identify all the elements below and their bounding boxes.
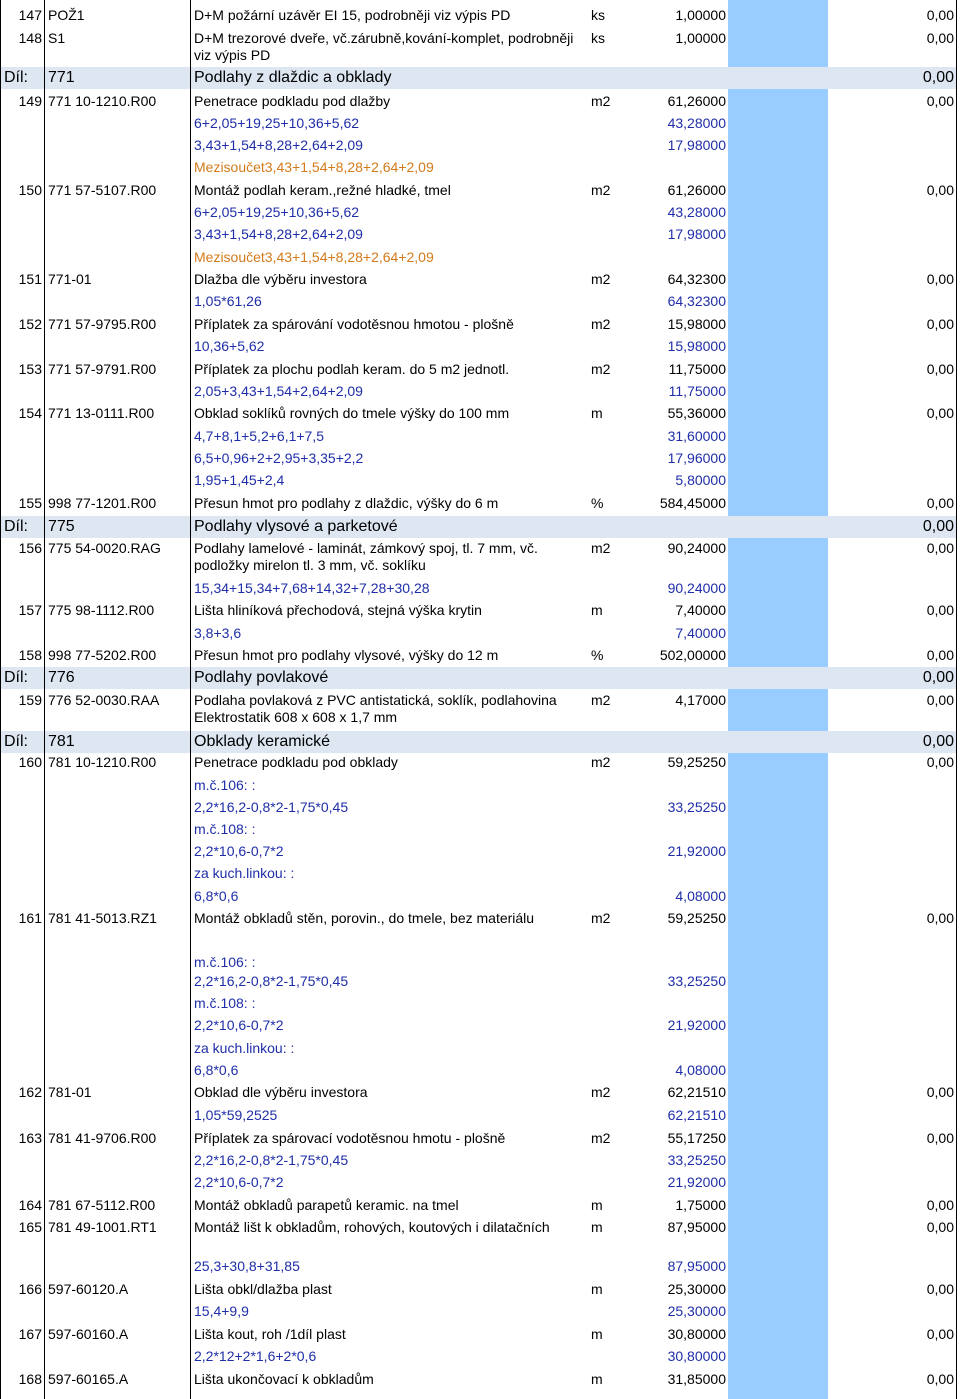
measurement-formula: 15,4+9,9 xyxy=(194,1303,249,1319)
item-description: Lišta kout, roh /1díl plast xyxy=(194,1326,346,1342)
item-code: 771 57-9795.R00 xyxy=(48,316,157,332)
section-title: Obklady keramické xyxy=(194,733,331,750)
section-title: Podlahy z dlaždic a obklady xyxy=(194,69,392,86)
measurement-quantity: 25,30000 xyxy=(667,1303,726,1319)
item-total: 0,00 xyxy=(926,361,954,377)
item-total: 0,00 xyxy=(926,540,954,556)
item-total: 0,00 xyxy=(926,7,954,23)
measurement-quantity: 21,92000 xyxy=(667,1174,726,1190)
item-code: 597-60165.A xyxy=(48,1371,129,1387)
item-code: 597-60160.A xyxy=(48,1326,129,1342)
item-code: 771 57-5107.R00 xyxy=(48,182,157,198)
measurement-formula: za kuch.linkou: : xyxy=(194,1040,295,1056)
section-total: 0,00 xyxy=(922,69,954,86)
item-unit: m xyxy=(591,1197,603,1213)
item-unit: % xyxy=(591,495,604,511)
item-quantity: 61,26000 xyxy=(667,182,726,198)
measurement-formula: m.č.108: : xyxy=(194,821,256,837)
section-code: 771 xyxy=(48,69,75,86)
item-quantity: 4,17000 xyxy=(675,692,726,708)
item-quantity: 55,36000 xyxy=(667,405,726,421)
measurement-quantity: 17,98000 xyxy=(667,226,726,242)
item-number: 153 xyxy=(18,361,42,377)
measurement-quantity: 43,28000 xyxy=(667,115,726,131)
grid-vertical-line xyxy=(0,0,1,1399)
section-total: 0,00 xyxy=(922,733,954,750)
item-description: Obklad dle výběru investora xyxy=(194,1084,368,1100)
item-number: 166 xyxy=(18,1281,42,1297)
measurement-formula: 3,8+3,6 xyxy=(194,625,242,641)
measurement-formula: 2,2*10,6-0,7*2 xyxy=(194,1174,284,1190)
measurement-quantity: 33,25250 xyxy=(667,973,726,989)
measurement-formula: 2,2*16,2-0,8*2-1,75*0,45 xyxy=(194,973,349,989)
item-code: 781 49-1001.RT1 xyxy=(48,1219,157,1235)
section-title: Podlahy vlysové a parketové xyxy=(194,518,398,535)
measurement-formula: za kuch.linkou: : xyxy=(194,865,295,881)
item-number: 164 xyxy=(18,1197,42,1213)
item-number: 168 xyxy=(18,1371,42,1387)
section-label: Díl: xyxy=(4,69,28,86)
measurement-quantity: 17,96000 xyxy=(667,450,726,466)
item-code: 771 13-0111.R00 xyxy=(48,405,155,421)
item-description: Lišta ukončovací k obkladům xyxy=(194,1371,374,1387)
item-quantity: 64,32300 xyxy=(667,271,726,287)
measurement-formula: 2,2*12+2*1,6+2*0,6 xyxy=(194,1348,317,1364)
item-description: Dlažba dle výběru investora xyxy=(194,271,367,287)
item-unit: m xyxy=(591,1326,603,1342)
measurement-formula: m.č.106: : xyxy=(194,777,256,793)
item-code: 771 10-1210.R00 xyxy=(48,93,157,109)
measurement-formula: 4,7+8,1+5,2+6,1+7,5 xyxy=(194,428,325,444)
item-unit: m2 xyxy=(591,692,611,708)
item-total: 0,00 xyxy=(926,754,954,770)
item-number: 149 xyxy=(18,93,42,109)
measurement-formula: 1,95+1,45+2,4 xyxy=(194,472,285,488)
item-unit: m2 xyxy=(591,1084,611,1100)
item-unit: m xyxy=(591,602,603,618)
section-label: Díl: xyxy=(4,518,28,535)
item-quantity: 1,75000 xyxy=(675,1197,726,1213)
item-total: 0,00 xyxy=(926,93,954,109)
measurement-formula: 3,43+1,54+8,28+2,64+2,09 xyxy=(194,226,363,242)
item-unit: m2 xyxy=(591,1130,611,1146)
item-unit: m2 xyxy=(591,754,611,770)
item-quantity: 15,98000 xyxy=(667,316,726,332)
item-total: 0,00 xyxy=(926,1219,954,1235)
section-label: Díl: xyxy=(4,669,28,686)
item-quantity: 1,00000 xyxy=(675,7,726,23)
section-total: 0,00 xyxy=(922,518,954,535)
section-title: Podlahy povlakové xyxy=(194,669,329,686)
item-number: 156 xyxy=(18,540,42,556)
item-unit: m2 xyxy=(591,910,611,926)
measurement-formula: 1,05*59,2525 xyxy=(194,1107,278,1123)
item-quantity: 90,24000 xyxy=(667,540,726,556)
grid-vertical-line xyxy=(956,0,957,1399)
item-description: Podlaha povlaková z PVC antistatická, soklík, podlahovina Elektrostatik 608 x 608 x 1,7 mm xyxy=(194,692,557,725)
item-number: 148 xyxy=(18,30,42,46)
measurement-formula: 1,05*61,26 xyxy=(194,293,262,309)
measurement-quantity: 17,98000 xyxy=(667,137,726,153)
item-unit: m2 xyxy=(591,271,611,287)
item-number: 147 xyxy=(18,7,42,23)
item-quantity: 55,17250 xyxy=(667,1130,726,1146)
measurement-formula: 2,2*16,2-0,8*2-1,75*0,45 xyxy=(194,1152,349,1168)
item-description: D+M požární uzávěr EI 15, podrobněji viz výpis PD xyxy=(194,7,511,23)
item-quantity: 11,75000 xyxy=(668,361,726,377)
item-total: 0,00 xyxy=(926,405,954,421)
item-number: 154 xyxy=(18,405,42,421)
item-total: 0,00 xyxy=(926,1281,954,1297)
measurement-quantity: 30,80000 xyxy=(667,1348,726,1364)
item-unit: m xyxy=(591,1219,603,1235)
item-total: 0,00 xyxy=(926,271,954,287)
item-total: 0,00 xyxy=(926,1130,954,1146)
item-unit: m xyxy=(591,1371,603,1387)
measurement-formula: 6,8*0,6 xyxy=(194,1062,239,1078)
measurement-formula: 2,05+3,43+1,54+2,64+2,09 xyxy=(194,383,363,399)
item-quantity: 25,30000 xyxy=(667,1281,726,1297)
section-code: 781 xyxy=(48,733,75,750)
item-number: 163 xyxy=(18,1130,42,1146)
item-description: Příplatek za spárovací vodotěsnou hmotu - plošně xyxy=(194,1130,506,1146)
item-description: Montáž obkladů stěn, porovin., do tmele, bez materiálu xyxy=(194,910,535,926)
item-number: 155 xyxy=(18,495,42,511)
measurement-formula: 2,2*16,2-0,8*2-1,75*0,45 xyxy=(194,799,349,815)
section-header-background xyxy=(0,667,956,689)
section-header-background xyxy=(0,516,956,538)
item-code: S1 xyxy=(48,30,66,46)
item-code: 781 67-5112.R00 xyxy=(48,1197,156,1213)
item-total: 0,00 xyxy=(926,495,954,511)
measurement-quantity: 33,25250 xyxy=(667,1152,726,1168)
item-description: Montáž obkladů parapetů keramic. na tmel xyxy=(194,1197,459,1213)
measurement-quantity: 62,21510 xyxy=(667,1107,726,1123)
item-quantity: 61,26000 xyxy=(667,93,726,109)
measurement-quantity: 11,75000 xyxy=(668,383,726,399)
item-description: Lišta obkl/dlažba plast xyxy=(194,1281,332,1297)
item-total: 0,00 xyxy=(926,1084,954,1100)
item-total: 0,00 xyxy=(926,647,954,663)
item-code: 781-01 xyxy=(48,1084,92,1100)
measurement-formula: 10,36+5,62 xyxy=(194,338,265,354)
item-number: 158 xyxy=(18,647,42,663)
item-unit: m xyxy=(591,1281,603,1297)
item-number: 167 xyxy=(18,1326,42,1342)
measurement-formula: 6,5+0,96+2+2,95+3,35+2,2 xyxy=(194,450,364,466)
item-code: 771-01 xyxy=(48,271,92,287)
measurement-quantity: 90,24000 xyxy=(667,580,726,596)
section-code: 775 xyxy=(48,518,75,535)
item-quantity: 87,95000 xyxy=(667,1219,726,1235)
item-unit: ks xyxy=(591,30,605,46)
item-code: 597-60120.A xyxy=(48,1281,129,1297)
measurement-formula: 6+2,05+19,25+10,36+5,62 xyxy=(194,115,360,131)
measurement-formula: 6+2,05+19,25+10,36+5,62 xyxy=(194,204,360,220)
item-code: 998 77-1201.R00 xyxy=(48,495,157,511)
item-unit: m2 xyxy=(591,316,611,332)
item-code: 771 57-9791.R00 xyxy=(48,361,157,377)
item-code: 775 98-1112.R00 xyxy=(48,602,155,618)
item-unit: m xyxy=(591,405,603,421)
measurement-quantity: 4,08000 xyxy=(675,888,726,904)
item-quantity: 59,25250 xyxy=(667,754,726,770)
measurement-quantity: 87,95000 xyxy=(667,1258,726,1274)
measurement-formula: 15,34+15,34+7,68+14,32+7,28+30,28 xyxy=(194,580,430,596)
item-quantity: 584,45000 xyxy=(659,495,726,511)
item-code: POŽ1 xyxy=(48,7,85,23)
item-description: Penetrace podkladu pod obklady xyxy=(194,754,398,770)
item-code: 776 52-0030.RAA xyxy=(48,692,160,708)
measurement-quantity: 5,80000 xyxy=(675,472,726,488)
grid-vertical-line xyxy=(44,0,45,1399)
item-number: 162 xyxy=(18,1084,42,1100)
measurement-formula: 25,3+30,8+31,85 xyxy=(194,1258,300,1274)
section-code: 776 xyxy=(48,669,75,686)
grid-vertical-line xyxy=(190,0,191,1399)
quantity-column-background xyxy=(728,0,828,1399)
item-quantity: 59,25250 xyxy=(667,910,726,926)
item-total: 0,00 xyxy=(926,602,954,618)
item-quantity: 502,00000 xyxy=(659,647,726,663)
item-unit: m2 xyxy=(591,182,611,198)
item-total: 0,00 xyxy=(926,1197,954,1213)
item-description: Přesun hmot pro podlahy z dlaždic, výšky do 6 m xyxy=(194,495,499,511)
item-unit: m2 xyxy=(591,540,611,556)
item-unit: % xyxy=(591,647,604,663)
item-number: 150 xyxy=(18,182,42,198)
item-quantity: 7,40000 xyxy=(675,602,726,618)
item-total: 0,00 xyxy=(926,692,954,708)
item-number: 160 xyxy=(18,754,42,770)
item-total: 0,00 xyxy=(926,1326,954,1342)
measurement-quantity: 7,40000 xyxy=(675,625,726,641)
measurement-formula: Mezisoučet3,43+1,54+8,28+2,64+2,09 xyxy=(194,249,434,265)
item-number: 157 xyxy=(18,602,42,618)
item-code: 775 54-0020.RAG xyxy=(48,540,161,556)
measurement-quantity: 15,98000 xyxy=(667,338,726,354)
item-description: Lišta hliníková přechodová, stejná výška krytin xyxy=(194,602,482,618)
item-code: 998 77-5202.R00 xyxy=(48,647,157,663)
measurement-formula: 2,2*10,6-0,7*2 xyxy=(194,843,284,859)
item-total: 0,00 xyxy=(926,30,954,46)
item-unit: ks xyxy=(591,7,605,23)
item-quantity: 30,80000 xyxy=(667,1326,726,1342)
item-description: Montáž podlah keram.,režné hladké, tmel xyxy=(194,182,451,198)
measurement-formula: m.č.108: : xyxy=(194,995,256,1011)
item-unit: m2 xyxy=(591,361,611,377)
item-code: 781 41-5013.RZ1 xyxy=(48,910,157,926)
item-total: 0,00 xyxy=(926,316,954,332)
item-description: Montáž lišt k obkladům, rohových, koutových i dilatačních xyxy=(194,1219,550,1235)
item-quantity: 31,85000 xyxy=(667,1371,726,1387)
item-total: 0,00 xyxy=(926,1371,954,1387)
measurement-formula: Mezisoučet3,43+1,54+8,28+2,64+2,09 xyxy=(194,159,434,175)
measurement-quantity: 21,92000 xyxy=(667,1017,726,1033)
measurement-quantity: 33,25250 xyxy=(667,799,726,815)
measurement-quantity: 31,60000 xyxy=(667,428,726,444)
item-total: 0,00 xyxy=(926,182,954,198)
item-quantity: 62,21510 xyxy=(667,1084,726,1100)
item-number: 161 xyxy=(18,910,42,926)
measurement-quantity: 64,32300 xyxy=(667,293,726,309)
item-description: Příplatek za plochu podlah keram. do 5 m2 jednotl. xyxy=(194,361,510,377)
item-number: 151 xyxy=(18,271,42,287)
measurement-formula: m.č.106: : xyxy=(194,954,256,970)
item-description: Obklad soklíků rovných do tmele výšky do 100 mm xyxy=(194,405,510,421)
measurement-formula: 6,8*0,6 xyxy=(194,888,239,904)
item-total: 0,00 xyxy=(926,910,954,926)
measurement-quantity: 43,28000 xyxy=(667,204,726,220)
item-number: 152 xyxy=(18,316,42,332)
measurement-formula: 2,2*10,6-0,7*2 xyxy=(194,1017,284,1033)
item-description: Penetrace podkladu pod dlažby xyxy=(194,93,391,109)
item-number: 159 xyxy=(18,692,42,708)
item-description: Podlahy lamelové - laminát, zámkový spoj, tl. 7 mm, vč. podložky mirelon tl. 3 mm, vč. soklíku xyxy=(194,540,538,573)
item-description: D+M trezorové dveře, vč.zárubně,kování-komplet, podrobněji viz výpis PD xyxy=(194,30,574,63)
item-quantity: 1,00000 xyxy=(675,30,726,46)
item-code: 781 41-9706.R00 xyxy=(48,1130,157,1146)
section-header-background xyxy=(0,731,956,753)
item-description: Přesun hmot pro podlahy vlysové, výšky do 12 m xyxy=(194,647,499,663)
measurement-formula: 3,43+1,54+8,28+2,64+2,09 xyxy=(194,137,363,153)
item-description: Příplatek za spárování vodotěsnou hmotou - plošně xyxy=(194,316,514,332)
measurement-quantity: 4,08000 xyxy=(675,1062,726,1078)
item-unit: m2 xyxy=(591,93,611,109)
section-header-background xyxy=(0,67,956,89)
section-label: Díl: xyxy=(4,733,28,750)
item-number: 165 xyxy=(18,1219,42,1235)
section-total: 0,00 xyxy=(922,669,954,686)
item-code: 781 10-1210.R00 xyxy=(48,754,157,770)
measurement-quantity: 21,92000 xyxy=(667,843,726,859)
